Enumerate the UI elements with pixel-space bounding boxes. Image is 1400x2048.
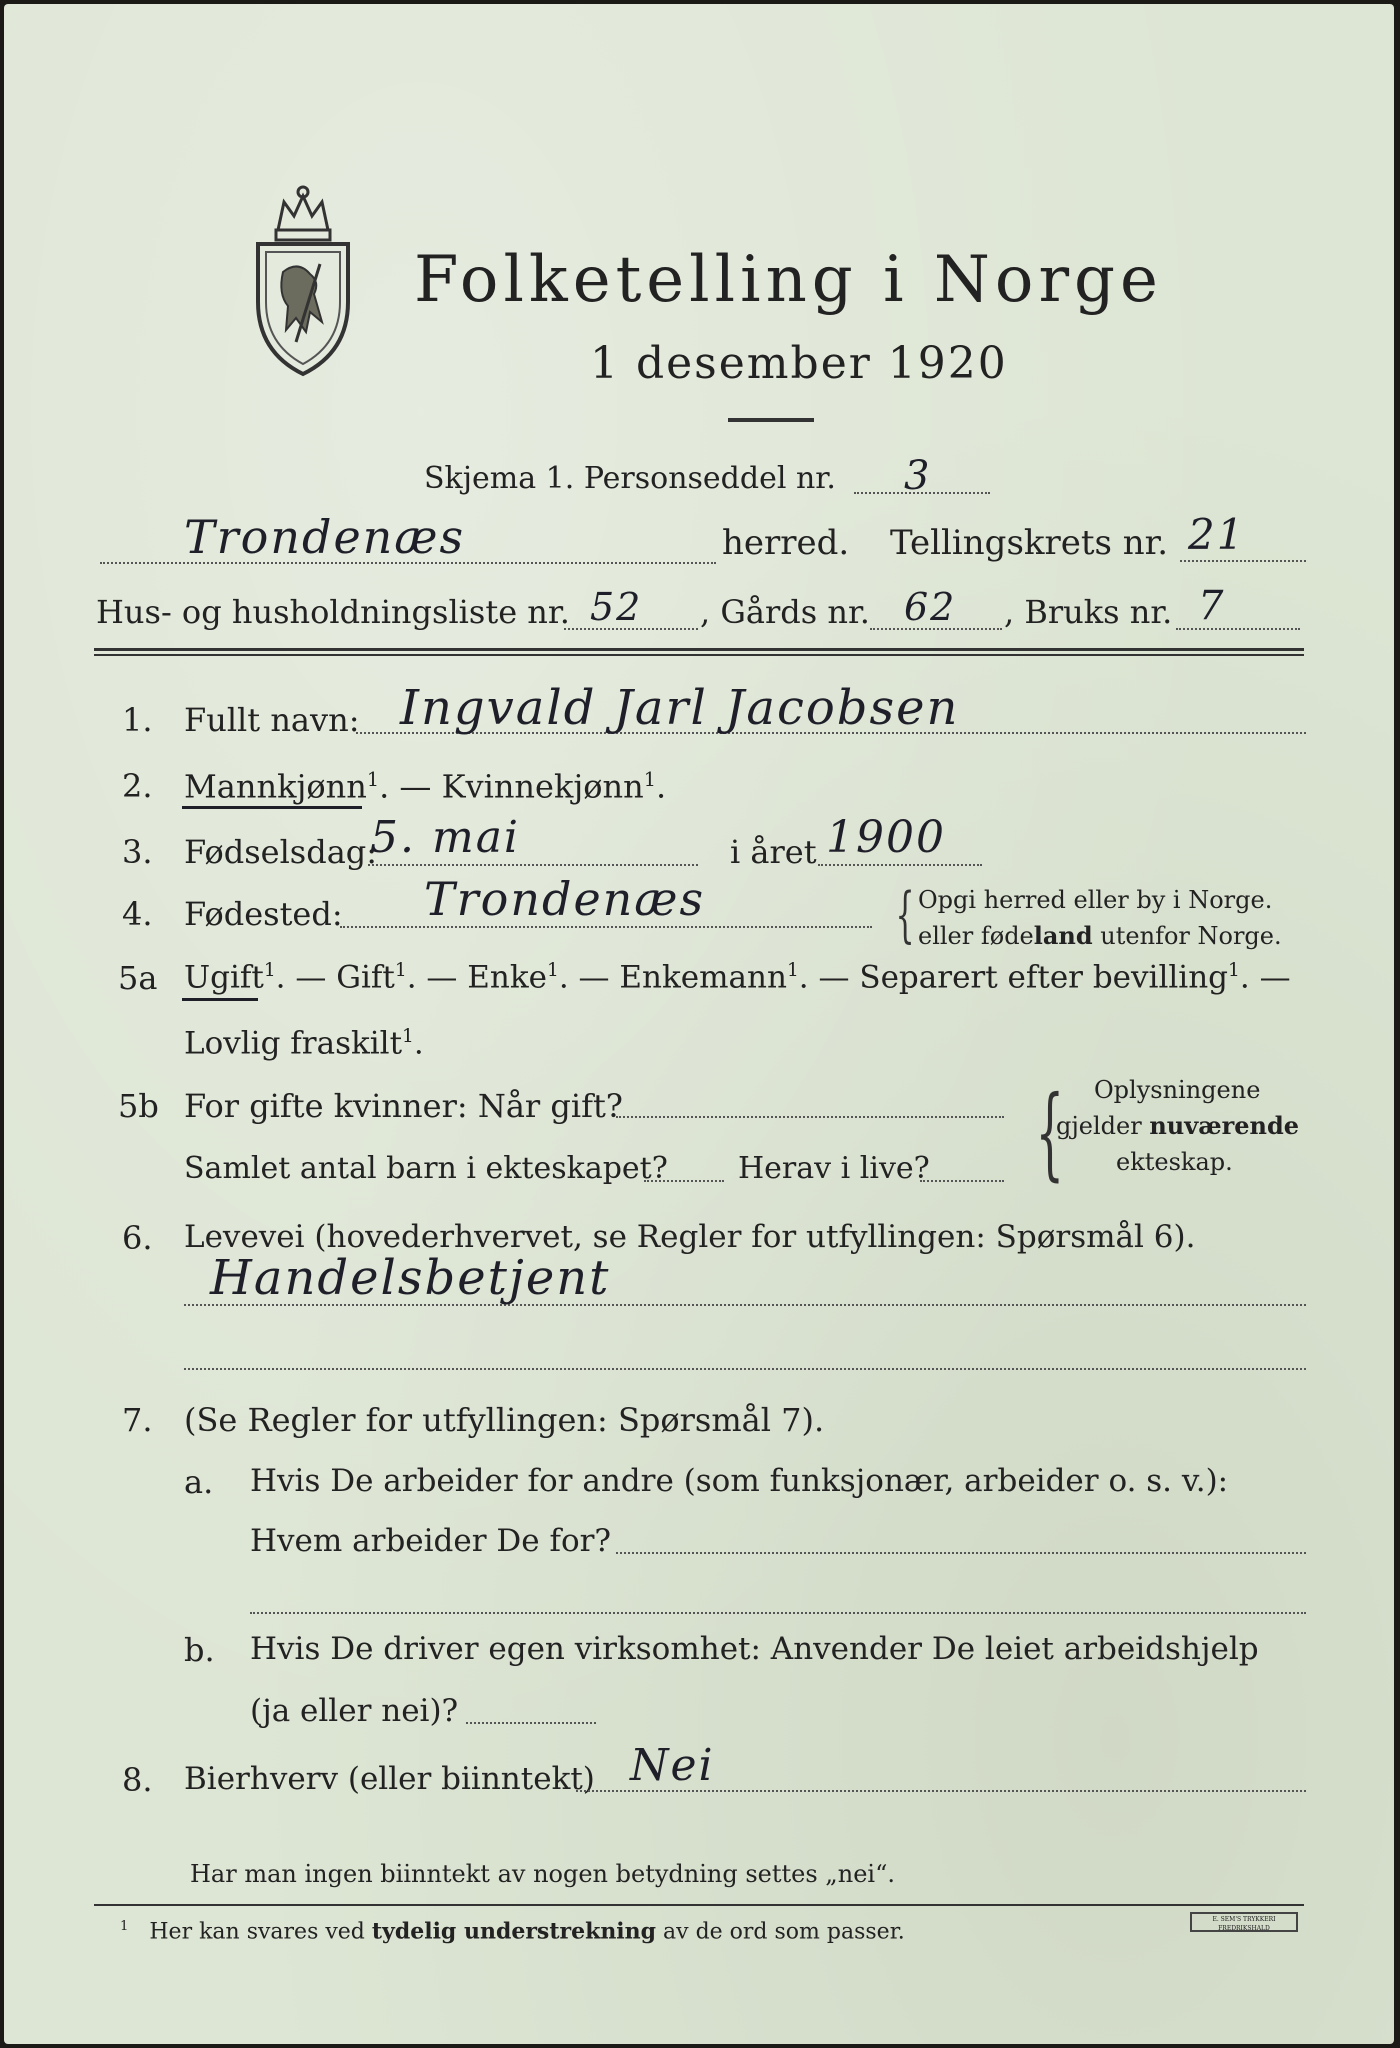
q3-year-value: 1900 — [826, 812, 946, 863]
no-side-income-note: Har man ingen biinntekt av nogen betydning settes „nei“. — [190, 1860, 895, 1888]
q2-male-underline — [182, 806, 362, 809]
q3-day-field-line — [368, 864, 698, 866]
q2-female-option: Kvinnekjønn — [441, 767, 644, 806]
q4-birthplace-value: Trondenæs — [424, 872, 706, 926]
q5b-married-field-line — [616, 1116, 1004, 1118]
q4-label: Fødested: — [184, 895, 343, 933]
q7a-letter: a. — [184, 1463, 214, 1501]
bruks-value: 7 — [1198, 583, 1226, 629]
q7a-line1: Hvis De arbeider for andre (som funksjonær, arbeider o. s. v.): — [250, 1463, 1229, 1499]
q5b-alive-field-line — [920, 1180, 1004, 1182]
q4-field-line — [340, 926, 872, 928]
q5b-alive-label: Herav i live? — [738, 1151, 930, 1186]
q5b-note-line2: gjelder nuværende — [1056, 1111, 1300, 1140]
schema-number-value: 3 — [904, 453, 932, 499]
gards-value: 62 — [904, 585, 957, 629]
q5b-note-line3: ekteskap. — [1116, 1148, 1233, 1176]
q6-field-line-2 — [184, 1368, 1306, 1370]
q5b-married-label: For gifte kvinner: Når gift? — [184, 1087, 623, 1125]
tellingskrets-label: Tellingskrets nr. — [890, 523, 1169, 563]
q4-note-line2: eller fødeland utenfor Norge. — [918, 921, 1282, 950]
q4-note-line1: Opgi herred eller by i Norge. — [918, 886, 1273, 914]
herred-label: herred. — [722, 523, 850, 563]
q5a-ugift-underline — [182, 998, 258, 1001]
q6-number: 6. — [122, 1219, 153, 1257]
q7-number: 7. — [122, 1401, 153, 1439]
q2-number: 2. — [122, 767, 153, 805]
q5a-option-fraskilt: Lovlig fraskilt — [184, 1025, 403, 1062]
q5b-note-brace: { — [1035, 1074, 1065, 1191]
municipality-value: Trondenæs — [184, 510, 466, 564]
q4-note-brace: { — [895, 880, 915, 950]
q5a-option-enkemann: Enkemann — [619, 959, 787, 996]
q7a-line2: Hvem arbeider De for? — [250, 1523, 612, 1559]
q5b-children-label: Samlet antal barn i ekteskapet? — [184, 1151, 668, 1186]
q7b-line1: Hvis De driver egen virksomhet: Anvender De leiet arbeidshjelp — [250, 1631, 1259, 1667]
q2-male-option: Mannkjønn — [184, 767, 367, 806]
q3-year-label: i året — [730, 833, 817, 871]
q5a-number: 5a — [118, 959, 158, 997]
q8-side-income-value: Nei — [630, 1740, 715, 1791]
header-rule-2 — [94, 654, 1304, 656]
q5a-marital-options: Ugift$^1$. — Gift$^1$. — Enke$^1$. — Enkemann$^1$. — Separert efter bevilling$^1$. — — [184, 959, 1291, 996]
printer-stamp: E. SEM'S TRYKKERI FREDRIKSHALD — [1190, 1912, 1298, 1932]
household-list-value: 52 — [590, 585, 643, 629]
q8-number: 8. — [122, 1761, 153, 1799]
q7a-field-line-1 — [616, 1552, 1306, 1554]
q7a-field-line-2 — [250, 1612, 1306, 1614]
title-divider — [728, 418, 814, 422]
q7-label: (Se Regler for utfyllingen: Spørsmål 7). — [184, 1401, 825, 1439]
tellingskrets-field-line — [1180, 560, 1306, 562]
q5a-option-separert: Separert efter bevilling — [859, 959, 1229, 996]
q5b-children-field-line — [644, 1180, 724, 1182]
q5a-option-ugift: Ugift — [184, 959, 264, 996]
q6-occupation-value: Handelsbetjent — [210, 1250, 611, 1306]
q5a-option-gift: Gift — [336, 959, 395, 996]
q7b-letter: b. — [184, 1631, 215, 1669]
q3-number: 3. — [122, 833, 153, 871]
q8-label: Bierhverv (eller biinntekt) — [184, 1761, 595, 1797]
gards-label: , Gårds nr. — [700, 593, 870, 631]
footnote: $^1$ Her kan svares ved tydelig understrekning av de ord som passer. — [120, 1918, 905, 1945]
q1-label: Fullt navn: — [184, 701, 360, 739]
tellingskrets-value: 21 — [1188, 510, 1246, 559]
q6-label: Levevei (hovederhvervet, se Regler for utfyllingen: Spørsmål 6). — [184, 1219, 1196, 1255]
footnote-rule — [94, 1904, 1304, 1906]
household-list-label: Hus- og husholdningsliste nr. — [96, 593, 570, 631]
norwegian-coat-of-arms-icon — [248, 182, 358, 382]
q5b-number: 5b — [118, 1087, 159, 1125]
q3-label: Fødselsdag: — [184, 833, 378, 871]
q2-gender-options: Mannkjønn$^1$. — Kvinnekjønn$^1$. — [184, 767, 667, 806]
census-form — [4, 4, 1394, 2044]
bruks-field-line — [1176, 628, 1300, 630]
q5b-note-line1: Oplysningene — [1094, 1076, 1261, 1104]
q5a-option-enke: Enke — [467, 959, 547, 996]
q7b-field-line — [466, 1722, 596, 1724]
q3-year-field-line — [818, 864, 982, 866]
header-rule-1 — [94, 648, 1304, 651]
q4-number: 4. — [122, 895, 153, 933]
q3-birthday-value: 5. mai — [370, 812, 520, 863]
q7b-line2: (ja eller nei)? — [250, 1693, 459, 1729]
q1-number: 1. — [122, 701, 153, 739]
schema-label: Skjema 1. Personseddel nr. — [424, 461, 836, 496]
bruks-label: , Bruks nr. — [1004, 593, 1173, 631]
form-date: 1 desember 1920 — [590, 338, 1008, 389]
q1-full-name-value: Ingvald Jarl Jacobsen — [400, 680, 960, 736]
form-title: Folketelling i Norge — [414, 243, 1163, 317]
q5a-line2: Lovlig fraskilt$^1$. — [184, 1025, 424, 1062]
